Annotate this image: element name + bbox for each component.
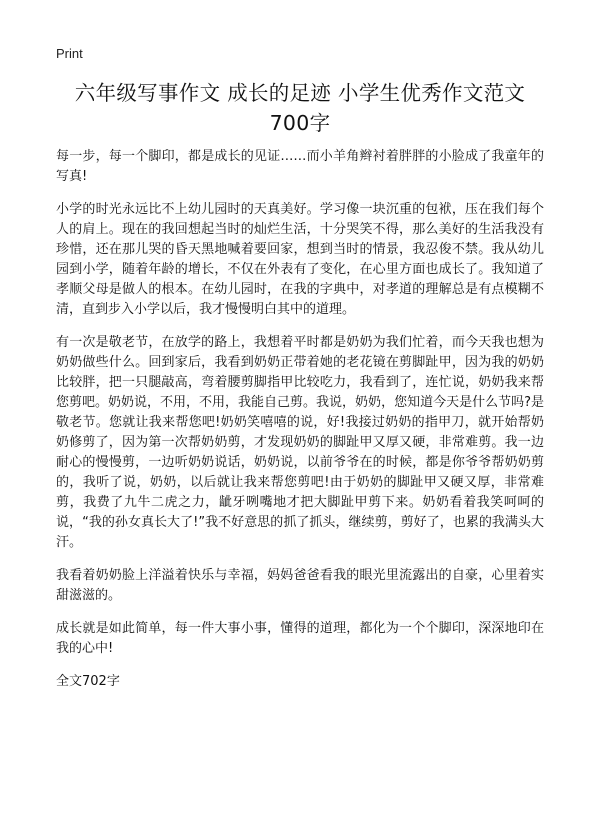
paragraph-school-life: 小学的时光永远比不上幼儿园时的天真美好。学习像一块沉重的包袱，压在我们每个人的肩上。现在的我回想起当时的灿烂生活，十分哭笑不得，那么美好的生活我没有珍惜，还在那儿哭的昏天黑地喊着要回家，想到当时的情景，我忍俊不禁。我从幼儿园到小学，随着年龄的增长，不仅在外表有了变化，在心里方面也成长了。我知道了孝顺父母是做人的根本。在幼儿园时，在我的字典中，对孝道的理解总是有点模糊不清，直到步入小学以后，我才慢慢明白其中的道理。 xyxy=(56,202,544,317)
article-body xyxy=(56,147,544,692)
print-link[interactable]: Print xyxy=(56,46,83,61)
paragraph-grandma-story: 有一次是敬老节，在放学的路上，我想着平时都是奶奶为我们忙着，而今天我也想为奶奶做些什么。回到家后，我看到奶奶正带着她的老花镜在剪脚趾甲，因为我的奶奶比较胖，把一只腿敲高，弯着腰剪脚指甲比较吃力，我看到了，连忙说，奶奶我来帮您剪吧。奶奶说，不用，不用，我能自己剪。我说，奶奶，您知道今天是什么节吗?是敬老节。您就让我来帮您吧!奶奶笑嘻嘻的说，好!我接过奶奶的指甲刀，就开始帮奶奶修剪了，因为第一次帮奶奶剪，才发现奶奶的脚趾甲又厚又硬，非常难剪。我一边耐心的慢慢剪，一边听奶奶说话，奶奶说，以前爷爷在的时候，都是你爷爷帮奶奶剪的，我听了说，奶奶，以后就让我来帮您剪吧!由于奶奶的脚趾甲又硬又厚，非常难剪，我费了九牛二虎之力，龇牙咧嘴地才把大脚趾甲剪下来。奶奶看着我笑呵呵的说，“我的孙女真长大了!”我不好意思的抓了抓头，继续剪，剪好了，也累的我满头大汗。 xyxy=(56,335,544,550)
article-title: 六年级写事作文 成长的足迹 小学生优秀作文范文700字 xyxy=(74,81,526,135)
word-count: 全文702字 xyxy=(56,674,120,689)
paragraph-happiness: 我看着奶奶脸上洋溢着快乐与幸福，妈妈爸爸看我的眼光里流露出的自豪，心里着实甜滋滋的。 xyxy=(56,568,544,603)
paragraph-intro: 每一步，每一个脚印，都是成长的见证……而小羊角辫衬着胖胖的小脸成了我童年的写真! xyxy=(56,149,544,184)
paragraph-conclusion: 成长就是如此简单，每一件大事小事，懂得的道理，都化为一个个脚印，深深地印在我的心中! xyxy=(56,621,544,656)
